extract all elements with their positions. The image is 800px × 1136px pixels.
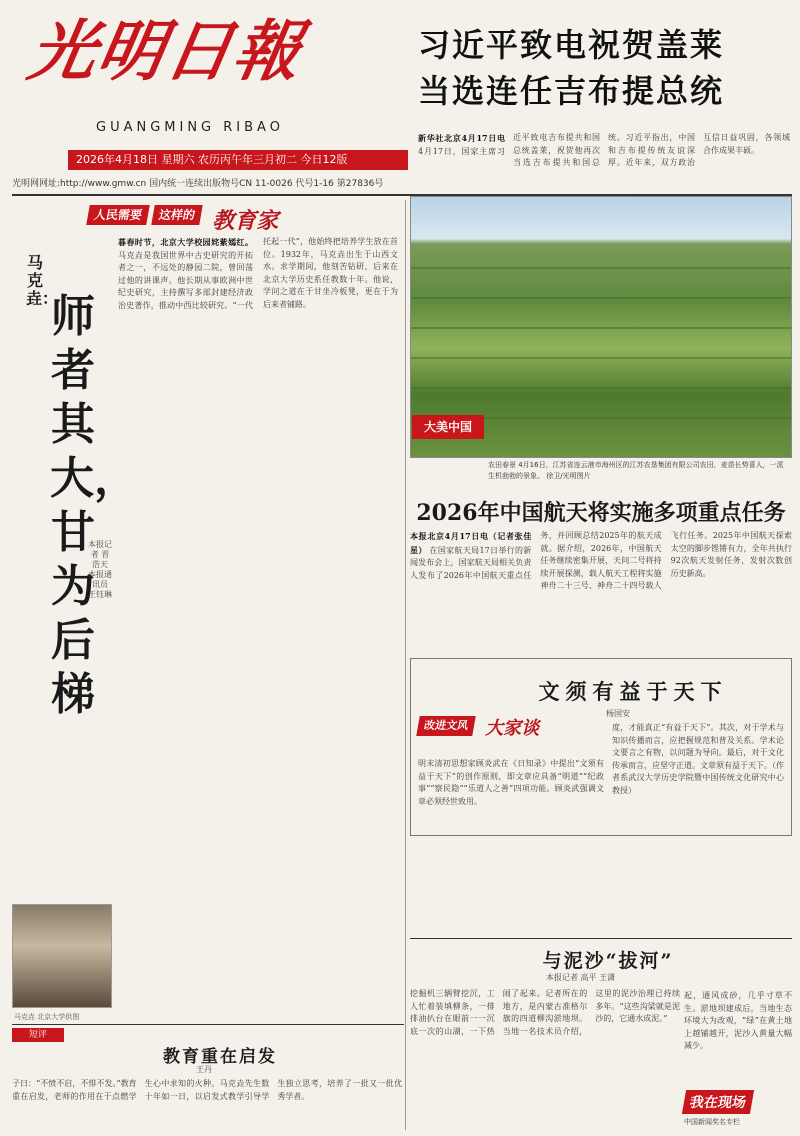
on-site-badge-subtitle: 中国新闻奖名专栏 [684,1118,740,1126]
culture-body-right: 度，才能真正“有益于天下”。其次，对于学术与知识传播而言，应把握规范和普及关系。学术论文要言之有物，以问题为导向。最后，对于文化传承而言，应坚守正道。文章须有益于天下。（作者系武汉大学历史学院暨中国传统文化研究中心教授） [612,723,784,795]
feature-subject-name: 马克垚： [26,253,59,308]
issue-dateline: 2026年4月18日 星期六 农历丙午年三月初二 今日12版 [68,150,408,170]
masthead-pinyin: GUANGMING RIBAO [96,120,284,135]
culture-headline[interactable]: 文须有益于天下 [538,679,728,704]
field-row [411,297,791,299]
feature-byline: 本报记者 晋浩天 本报通讯员 王钰琳 [88,540,112,599]
feature-banner-script: 教育家 [212,208,279,234]
on-site-column-badge [684,1090,792,1130]
on-site-badge-title: 我在现场 [682,1090,754,1114]
field-row [411,387,791,389]
feature-body-lead: 暮春时节，北京大学校园姹紫嫣红。 [118,237,253,247]
lead-body [418,132,790,192]
space-body [410,530,792,652]
portrait-photo[interactable] [12,904,112,1008]
feature-headline[interactable]: 师者其大，甘为后梯 [50,291,138,720]
culture-banner-red: 改进文风 [416,716,476,736]
short-comment-byline: 王丹 [196,1065,212,1074]
farm-photo-caption: 农田春景 4月16日，江苏省连云港市海州区的江苏农垦集团有限公司农田，麦苗长势喜人，一派生机勃勃的景象。 徐卫/光明图片 [488,461,784,480]
column-divider [405,200,406,1130]
short-comment-title[interactable]: 教育重在启发 [163,1047,277,1067]
short-comment-label: 短评 [12,1028,64,1042]
field-row [411,357,791,359]
feature-banner-red-2: 这样的 [151,205,203,225]
culture-body-left: 明末清初思想家顾炎武在《日知录》中提出“文须有益于天下”的创作原则，即文章应具备“明道”“纪政事”“察民隐”“乐道人之善”四项功能。顾炎武强调文章必须经世致用。 [418,759,604,806]
mud-headline[interactable]: 与泥沙“拔河” [542,950,674,972]
space-dateline: 本报北京4月17日电（记者张佳星） [410,531,532,555]
mud-divider [410,938,792,939]
space-body-text: 在国家航天局17日举行的新闻发布会上，国家航天局相关负责人发布了2026年中国航天重点任务，并回顾总结2025年的航天成就。据介绍，2026年，中国航天任务继续密集开展，天问二号将持续开展探测，载人航天工程将实施神舟二十三号、神舟二十四号载人飞行任务。2025年中国航天探索太空的脚步铿锵有力，全年共执行92次航天发射任务，发射次数创历史新高。 [410,531,792,590]
space-headline[interactable]: 2026年中国航天将实施多项重点任务 [416,500,786,526]
masthead-logo[interactable] [23,8,330,126]
mud-side-text: 起，通风成砂，几乎寸草不生。淤地坝建成后，当地生态环境大为改观，“绿”在黄土地上越铺越开，泥沙入黄量大幅减少。 [684,991,792,1050]
feature-body [118,236,398,1006]
lead-headline-line-1: 习近平致电祝贺盖莱 [418,26,725,64]
feature-body-text: 马克垚是我国世界中古史研究的开拓者之一，不远处的静园二院，曾回荡过他的讲课声。他长期从事欧洲中世纪史研究，主持撰写多部封建经济政治史著作，推动中西比较研究。“一代托起一代”，他始终把培养学生放在首位。1932年，马克垚出生于山西文水。求学期间，他刻苦钻研，后来在北京大学历史系任教数十年。他说，学问之道在于甘坐冷板凳，更在于为后来者铺路。 [118,237,398,310]
lead-headline-line-2: 当选连任吉布提总统 [418,72,725,110]
field-row [411,267,791,269]
culture-series-banner [418,714,618,750]
short-comment-body: 子曰：“不愤不启，不悱不发。”教育重在启发，老师的作用在于点燃学生心中求知的火种。马克垚先生数十年如一日，以启发式教学引导学生独立思考，培养了一批又一批优秀学者。 [12,1079,402,1101]
masthead-logo-text: 光明日報 [23,12,309,90]
lead-body-text: 4月17日，国家主席习近平致电吉布提共和国总统盖莱，祝贺他再次当选吉布提共和国总统。习近平指出，中国和吉布提传统友谊深厚。近年来，双方政治互信日益巩固，各领域合作成果丰硕。 [418,133,790,167]
lead-headline[interactable] [418,22,790,114]
portrait-caption: 马克垚 北京大学供图 [14,1013,80,1021]
field-row [411,327,791,329]
farm-photo-label: 大美中国 [412,415,484,439]
feature-banner-red-1: 人民需要 [86,205,150,225]
publication-info: 光明网网址:http://www.gmw.cn 国内统一连续出版物号CN 11-0026 代号1-16 第27836号 [12,179,384,189]
culture-banner-script: 大家谈 [485,718,540,739]
culture-byline: 杨国安 [606,709,630,718]
short-divider [12,1024,404,1025]
mud-body: 挖掘机三辆臂挖沉，工人忙着装填柳条，一排排油扒台在眼前一一沉底一次的山湖，一下热闹了起来。记者所在的地方，是内蒙古准格尔旗的四道柳沟淤地坝。当地一名技术员介绍，这里的泥沙治理已持续多年。“这些沟梁就是泥沙的，它通水成泥。” [410,989,680,1036]
lead-dateline: 新华社北京4月17日电 [418,133,505,143]
mud-byline: 本报记者 高平 王潇 [546,973,616,982]
